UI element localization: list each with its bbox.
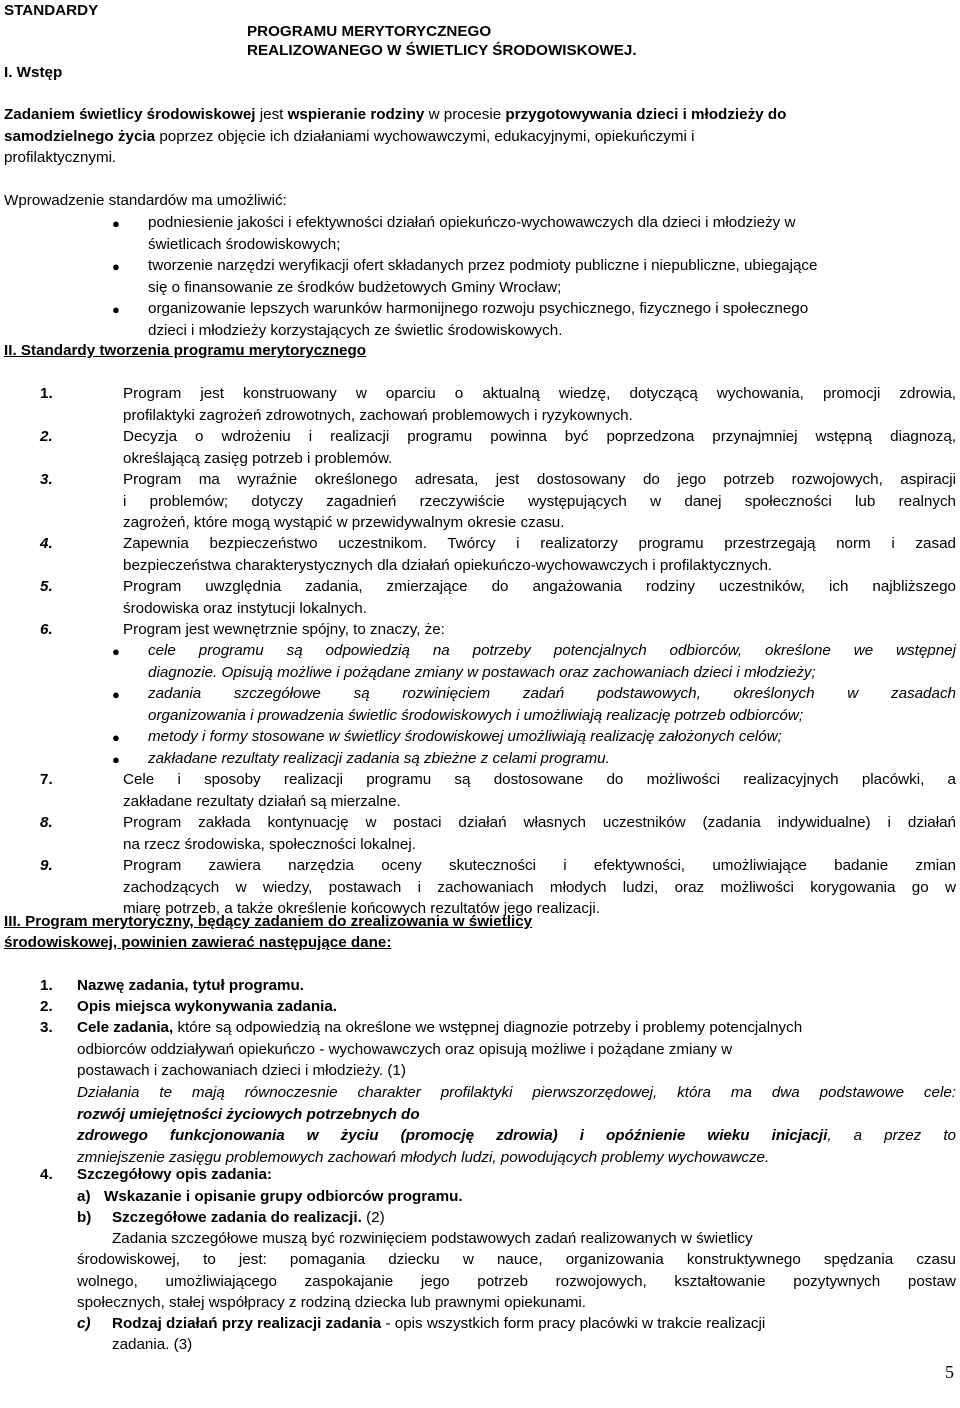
section-2-item-1 (123, 383, 956, 426)
sub-item-c-label: c) (77, 1315, 91, 1332)
item-line: Cele i sposoby realizacji programu są dostosowane do możliwości realizacyjnych placówki, a (123, 771, 956, 788)
standards-bullet-1-line2: świetlicach środowiskowych; (148, 236, 341, 253)
sub-item-b-label: b) (77, 1209, 92, 1226)
item-number: 7. (40, 771, 53, 788)
italic-line: zmniejszenie zasięgu problemowych zachowań młodych ludzi, powodujących problemy wychowawcze. (77, 1148, 770, 1166)
section-2-item-3 (123, 469, 956, 534)
sub-item-b-paragraph-line1: Zadania szczegółowe muszą być rozwinięciem podstawowych zadań realizowanych w świetlicy (112, 1230, 753, 1247)
intro-emphasis: samodzielnego życia (4, 128, 156, 145)
section-3-heading-line1: III. Program merytoryczny, będący zadaniem do zrealizowania w świetlicy (4, 913, 533, 930)
standards-bullet-3-line1: organizowanie lepszych warunków harmonijnego rozwoju psychicznego, fizycznego i społecznego (148, 300, 809, 317)
item-line: Program zawiera narzędzia oceny skuteczności i efektywności, umożliwiające badanie zmian (123, 857, 956, 874)
bullet-line: zakładane rezultaty realizacji zadania są zbieżne z celami programu. (148, 750, 610, 767)
section-3-item-3-italic-paragraph (77, 1082, 956, 1168)
section-2-item-4 (123, 533, 956, 576)
item-3-emphasis: Cele zadania, (77, 1019, 174, 1036)
sub-item-a-label: a) (77, 1188, 91, 1205)
item-line: i problemów; dotyczy zagadnień rzeczywiście występujących w danej społeczności lub realnych (123, 492, 956, 510)
intro-line-1 (4, 104, 786, 126)
item-line: Program zakłada kontynuację w postaci działań własnych uczestników (zadania indywidualne) i działań (123, 814, 956, 831)
item-number: 5. (40, 578, 53, 595)
bullet-icon: ● (112, 730, 120, 745)
item-line: zakładane rezultaty działań są mierzalne. (123, 792, 401, 810)
item-number: 4. (40, 1166, 53, 1183)
section-3-item-2: Opis miejsca wykonywania zadania. (77, 998, 337, 1015)
item-line: środowiska oraz instytucji lokalnych. (123, 599, 367, 617)
bullet-icon: ● (112, 302, 120, 317)
item-line: zachodzących w wiedzy, postawach i zachowaniach młodych ludzi, oraz możliwości korygowania go w (123, 878, 956, 896)
item-line: Program uwzględnia zadania, zmierzające do angażowania rodziny uczestników, ich najbliższego (123, 578, 956, 595)
item-6-bullet-2 (148, 683, 956, 726)
bullet-line: zadania szczegółowe są rozwinięciem zadań podstawowych, określonych w zasadach (148, 685, 956, 702)
section-2-item-6 (123, 619, 956, 641)
intro-text: poprzez objęcie ich działaniami wychowawczymi, edukacyjnymi, opiekuńczymi i (155, 128, 695, 145)
bullet-line: metody i formy stosowane w świetlicy środowiskowej umożliwiają realizację założonych celów; (148, 728, 782, 745)
bullet-line: diagnozie. Opisują możliwe i pożądane zmiany w postawach oraz zachowaniach dzieci i młodzieży; (148, 663, 816, 681)
bullet-icon: ● (112, 687, 120, 702)
page-number: 5 (945, 1362, 954, 1382)
sub-item-b-title: Szczegółowe zadania do realizacji. (112, 1209, 362, 1226)
sub-item-a-text: Wskazanie i opisanie grupy odbiorców programu. (104, 1188, 463, 1205)
italic-line: Działania te mają równoczesnie charakter profilaktyki pierwszorzędowej, która ma dwa podstawowe cele: (77, 1084, 956, 1101)
sub-item-c-title: Rodzaj działań przy realizacji zadania (112, 1315, 382, 1332)
section-3-item-4: Szczegółowy opis zadania: (77, 1166, 272, 1183)
intro-emphasis: wspieranie rodziny (287, 106, 425, 123)
item-line: zagrożeń, które mogą wystąpić w przewidywalnym okresie czasu. (123, 514, 565, 532)
standards-bullet-2-line2: się o finansowanie ze środków budżetowych Gminy Wrocław; (148, 279, 562, 296)
item-line: bezpieczeństwa charakterystycznych dla działań opiekuńczo-wychowawczych i profilaktycznych. (123, 556, 773, 574)
bullet-icon: ● (112, 644, 120, 659)
italic-bold-line: rozwój umiejętności życiowych potrzebnych do (77, 1105, 420, 1123)
document-title-line2: REALIZOWANEGO W ŚWIETLICY ŚRODOWISKOWEJ. (247, 42, 637, 59)
item-6-bullet-4 (148, 748, 956, 770)
intro-emphasis: Zadaniem świetlicy środowiskowej (4, 106, 256, 123)
section-2-heading: II. Standardy tworzenia programu merytorycznego (4, 342, 367, 359)
item-line: Decyzja o wdrożeniu i realizacji programu powinna być poprzedzona przynajmniej wstępną diagnozą, (123, 428, 956, 445)
item-line: Zapewnia bezpieczeństwo uczestnikom. Twórcy i realizatorzy programu przestrzegają norm i zasad (123, 535, 956, 552)
section-3-item-3-line3: postawach i zachowaniach dzieci i młodzieży. (1) (77, 1062, 406, 1079)
standards-intro: Wprowadzenie standardów ma umożliwić: (4, 192, 287, 209)
item-line: Program ma wyraźnie określonego adresata, jest dostosowany do jego potrzeb rozwojowych, aspiracji (123, 471, 956, 488)
bullet-line: organizowania i prowadzenia świetlic środowiskowych i umożliwiają realizację potrzeb odbiorców; (148, 706, 804, 724)
item-line: miarę potrzeb, a także określenie końcowych rezultatów jego realizacji. (123, 900, 600, 918)
section-2-item-7 (123, 769, 956, 812)
item-number: 2. (40, 428, 53, 445)
italic-span: , a przez to (827, 1127, 956, 1145)
sub-item-b-text (112, 1207, 385, 1229)
section-2-item-2 (123, 426, 956, 469)
sub-item-c-text (112, 1313, 765, 1335)
sub-item-c-line2: zadania. (3) (112, 1336, 193, 1353)
sub-item-c-rest: - opis wszystkich form pracy placówki w trakcie realizacji (381, 1315, 766, 1332)
item-line: określającą zasięg potrzeb i problemów. (123, 449, 393, 467)
bullet-icon: ● (112, 216, 120, 231)
intro-emphasis: przygotowywania dzieci i młodzieży do (505, 106, 787, 123)
section-1-heading: I. Wstęp (4, 64, 63, 81)
item-line: Program jest konstruowany w oparciu o aktualną wiedzę, dotyczącą wychowania, promocji zdrowia, (123, 385, 956, 402)
paragraph-line: środowiskowej, to jest: pomagania dziecku w nauce, organizowania konstruktywnego spędzania czasu (77, 1251, 956, 1268)
bullet-icon: ● (112, 752, 120, 767)
intro-text: w procesie (424, 106, 506, 123)
item-line: Program jest wewnętrznie spójny, to znaczy, że: (123, 621, 445, 638)
standards-bullet-3-line2: dzieci i młodzieży korzystających ze świetlic środowiskowych. (148, 322, 563, 339)
document-header-label: STANDARDY (4, 2, 99, 19)
intro-line-2 (4, 126, 694, 148)
item-number: 6. (40, 621, 53, 638)
section-3-heading-line2: środowiskowej, powinien zawierać następujące dane: (4, 934, 392, 951)
section-2-item-8 (123, 812, 956, 855)
italic-line-mixed (77, 1125, 956, 1147)
standards-bullet-1-line1: podniesienie jakości i efektywności działań opiekuńczo-wychowawczych dla dzieci i młodzieży w (148, 214, 796, 231)
bullet-icon: ● (112, 259, 120, 274)
item-number: 1. (40, 977, 53, 994)
bullet-line: cele programu są odpowiedzią na potrzeby potencjalnych odbiorców, określone we wstępnej (148, 642, 956, 659)
item-number: 3. (40, 471, 53, 488)
item-3-text: które są odpowiedzią na określone we wstępnej diagnozie potrzeby i problemy potencjalnych (173, 1019, 803, 1036)
italic-bold-span: zdrowego funkcjonowania w życiu (promocję zdrowia) i opóźnienie wieku inicjacji (77, 1127, 828, 1145)
item-number: 1. (40, 385, 53, 402)
sub-item-b-ref: (2) (361, 1209, 385, 1226)
intro-text: jest (255, 106, 288, 123)
paragraph-line: wolnego, umożliwiającego zaspokajanie jego potrzeb rozwojowych, kształtowanie pozytywnych postaw (77, 1272, 956, 1290)
item-number: 3. (40, 1019, 53, 1036)
section-3-item-3-line2: odbiorców oddziaływań opiekuńczo - wychowawczych oraz opisują możliwe i pożądane zmiany w (77, 1041, 733, 1058)
standards-bullet-2-line1: tworzenie narzędzi weryfikacji ofert składanych przez podmioty publiczne i niepubliczne, ubiegające (148, 257, 818, 274)
item-number: 4. (40, 535, 53, 552)
section-3-item-3-line1 (77, 1017, 802, 1039)
item-number: 2. (40, 998, 53, 1015)
section-3-item-1: Nazwę zadania, tytuł programu. (77, 977, 305, 994)
sub-item-b-paragraph (77, 1249, 956, 1314)
item-line: profilaktyki zagrożeń zdrowotnych, zachowań problemowych i ryzykownych. (123, 406, 633, 424)
item-6-bullet-1 (148, 640, 956, 683)
item-number: 9. (40, 857, 53, 874)
section-2-item-5 (123, 576, 956, 619)
item-line: na rzecz środowiska, społeczności lokalnej. (123, 835, 416, 853)
document-title-line1: PROGRAMU MERYTORYCZNEGO (247, 23, 492, 40)
intro-line-3: profilaktycznymi. (4, 149, 117, 166)
paragraph-line: społecznych, stałej współpracy z rodziną dziecka lub prawnymi opiekunami. (77, 1294, 587, 1312)
item-6-bullet-3 (148, 726, 956, 748)
item-number: 8. (40, 814, 53, 831)
